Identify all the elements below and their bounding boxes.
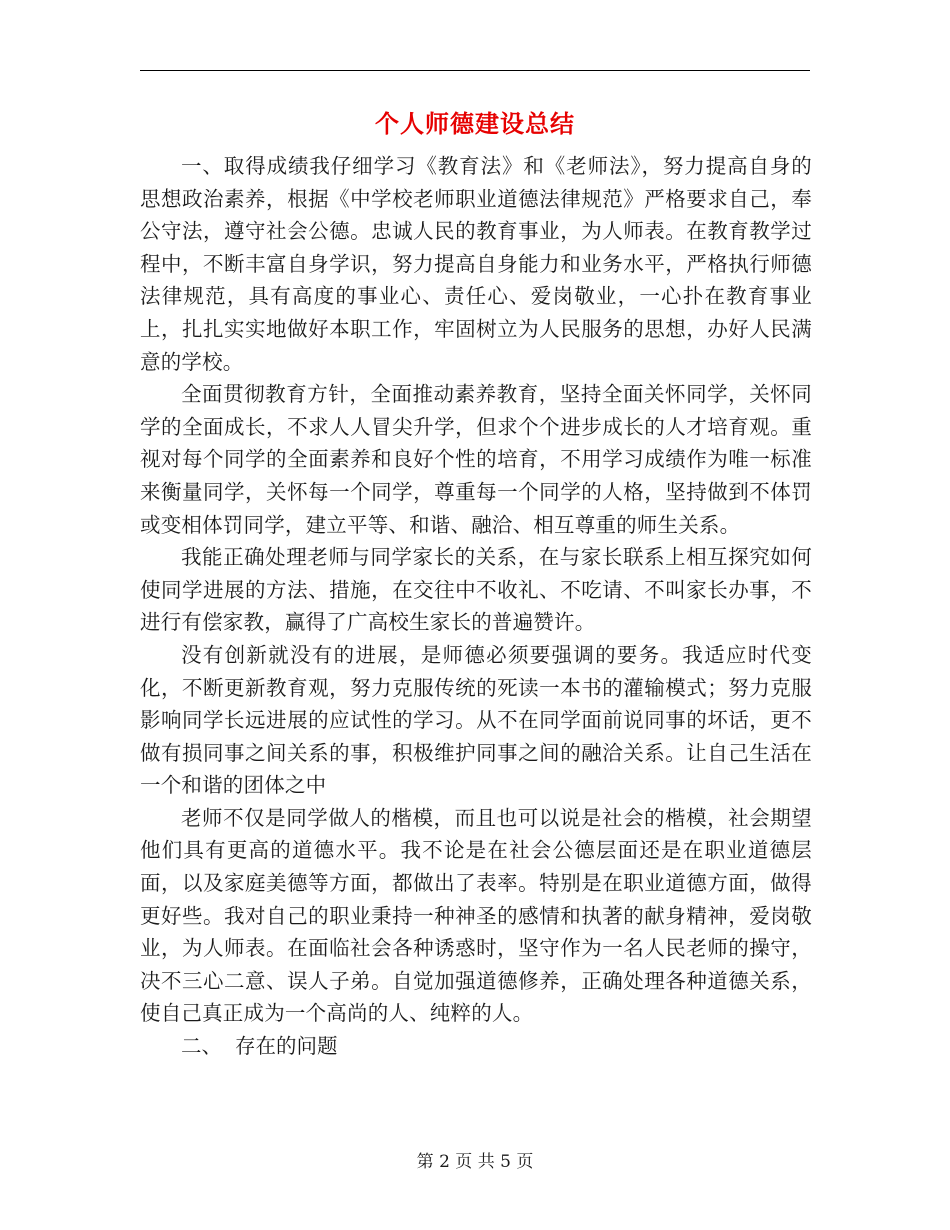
paragraph-innovation: 没有创新就没有的进展，是师德必须要强调的要务。我适应时代变化，不断更新教育观，努力克服传统的死读一本书的灌输模式；努力克服影响同学长远进展的应试性的学习。从不在同学面前说同事的坏话，更不做有损同事之间关系的事，积极维护同事之间的融洽关系。让自己生活在一个和谐的团体之中 bbox=[140, 642, 812, 798]
paragraph-education-policy: 全面贯彻教育方针，全面推动素养教育，坚持全面关怀同学，关怀同学的全面成长，不求人人冒尖升学，但求个个进步成长的人才培育观。重视对每个同学的全面素养和良好个性的培育，不用学习成绩作为唯一标准来衡量同学，关怀每一个同学，尊重每一个同学的人格，坚持做到不体罚或变相体罚同学，建立平等、和谐、融洽、相互尊重的师生关系。 bbox=[140, 382, 812, 537]
page-number-footer: 第 2 页 共 5 页 bbox=[416, 1152, 534, 1172]
section-heading-problems: 二、 存在的问题 bbox=[181, 1034, 338, 1059]
document-body bbox=[140, 150, 812, 1063]
paragraph-role-model: 老师不仅是同学做人的楷模，而且也可以说是社会的楷模，社会期望他们具有更高的道德水平。我不论是在社会公德层面还是在职业道德层面，以及家庭美德等方面，都做出了表率。特别是在职业道德方面，做得更好些。我对自己的职业秉持一种神圣的感情和执著的献身精神，爱岗敬业，为人师表。在面临社会各种诱惑时，坚守作为一名人民老师的操守，决不三心二意、误人子弟。自觉加强道德修养，正确处理各种道德关系，使自己真正成为一个高尚的人、纯粹的人。 bbox=[140, 805, 812, 1026]
paragraph-achievements: 一、取得成绩我仔细学习《教育法》和《老师法》，努力提高自身的思想政治素养，根据《中学校老师职业道德法律规范》严格要求自己，奉公守法，遵守社会公德。忠诚人民的教育事业，为人师表。在教育教学过程中，不断丰富自身学识，努力提高自身能力和业务水平，严格执行师德法律规范，具有高度的事业心、责任心、爱岗敬业，一心扑在教育事业上，扎扎实实地做好本职工作，牢固树立为人民服务的思想，办好人民满意的学校。 bbox=[140, 154, 812, 374]
document-title: 个人师德建设总结 bbox=[375, 109, 575, 138]
paragraph-parent-relations: 我能正确处理老师与同学家长的关系，在与家长联系上相互探究如何使同学进展的方法、措施，在交往中不收礼、不吃请、不叫家长办事，不进行有偿家教，赢得了广高校生家长的普遍赞许。 bbox=[140, 545, 812, 635]
header-rule bbox=[140, 70, 810, 71]
